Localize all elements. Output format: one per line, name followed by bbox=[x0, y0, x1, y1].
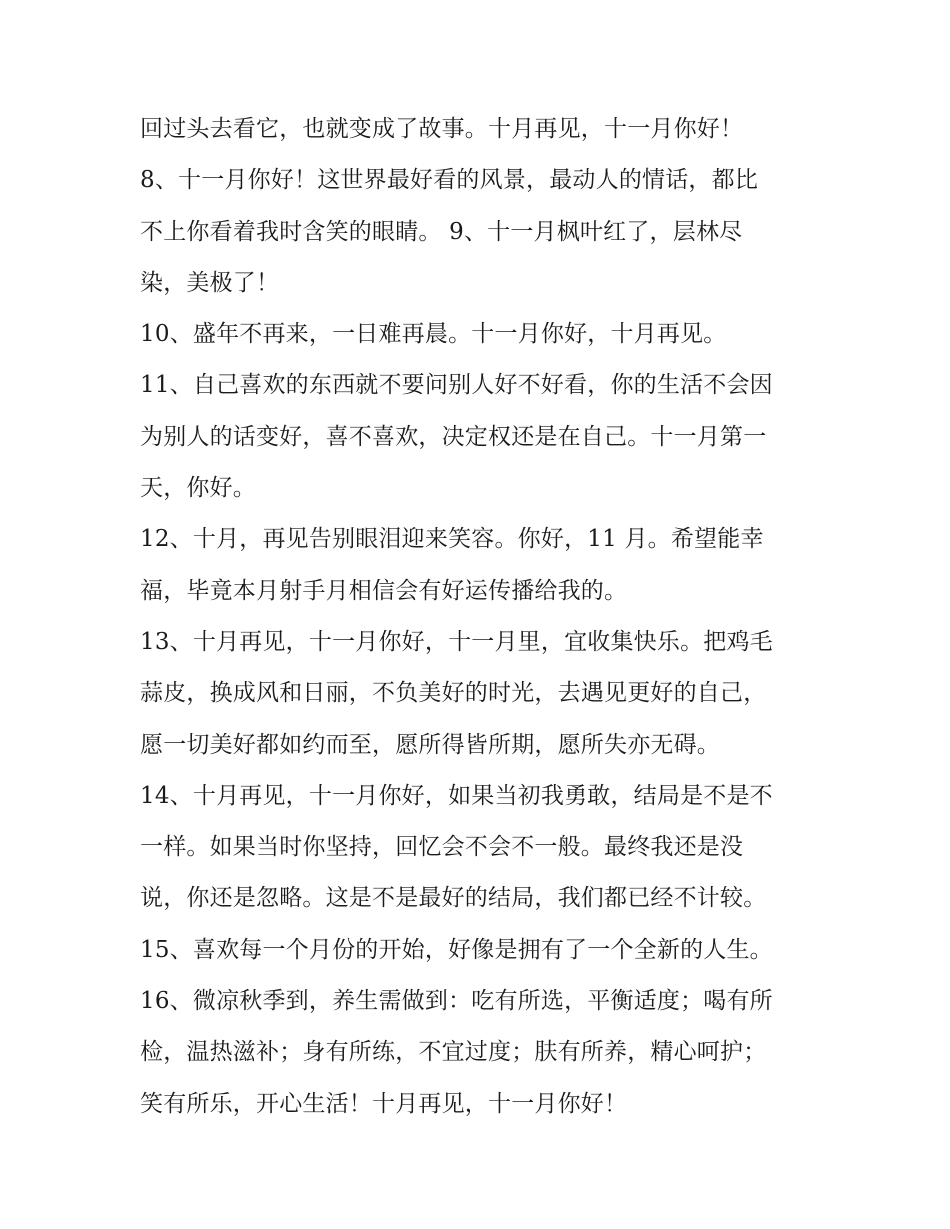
text-line-8: 天，你好。 bbox=[140, 475, 256, 502]
text-line-2: 8、十一月你好！这世界最好看的风景，最动人的情话，都比 bbox=[140, 167, 759, 194]
text-line-10: 福，毕竟本月射手月相信会有好运传播给我的。 bbox=[140, 577, 628, 604]
document-body bbox=[140, 104, 820, 1130]
text-line-15: 一样。如果当时你坚持，回忆会不会不一般。最终我还是没 bbox=[140, 834, 744, 861]
text-line-4: 染，美极了！ bbox=[140, 269, 280, 296]
text-line-9: 12、十月，再见告别眼泪迎来笑容。你好，11 月。希望能幸 bbox=[140, 526, 764, 553]
text-line-14: 14、十月再见，十一月你好，如果当初我勇敢，结局是不是不 bbox=[140, 782, 773, 809]
text-line-17: 15、喜欢每一个月份的开始，好像是拥有了一个全新的人生。 bbox=[140, 936, 773, 963]
text-line-1: 回过头去看它，也就变成了故事。十月再见，十一月你好！ bbox=[140, 116, 744, 142]
text-line-3: 不上你看着我时含笑的眼睛。 9、十一月枫叶红了，层林尽 bbox=[140, 218, 743, 245]
text-line-5: 10、盛年不再来，一日难再晨。十一月你好，十月再见。 bbox=[140, 321, 727, 348]
text-line-20: 笑有所乐，开心生活！十月再见，十一月你好！ bbox=[140, 1090, 628, 1117]
text-line-12: 蒜皮，换成风和日丽，不负美好的时光，去遇见更好的自己， bbox=[140, 680, 767, 707]
text-line-11: 13、十月再见，十一月你好，十一月里，宜收集快乐。把鸡毛 bbox=[140, 628, 773, 655]
text-line-18: 16、微凉秋季到，养生需做到：吃有所选，平衡适度；喝有所 bbox=[140, 988, 773, 1015]
text-line-6: 11、自己喜欢的东西就不要问别人好不好看，你的生活不会因 bbox=[140, 372, 773, 399]
text-line-7: 为别人的话变好，喜不喜欢，决定权还是在自己。十一月第一 bbox=[140, 423, 767, 450]
text-line-16: 说，你还是忽略。这是不是最好的结局，我们都已经不计较。 bbox=[140, 885, 767, 912]
text-line-13: 愿一切美好都如约而至，愿所得皆所期，愿所失亦无碍。 bbox=[140, 731, 720, 758]
text-line-19: 检，温热滋补；身有所练，不宜过度；肤有所养，精心呵护； bbox=[140, 1039, 767, 1066]
